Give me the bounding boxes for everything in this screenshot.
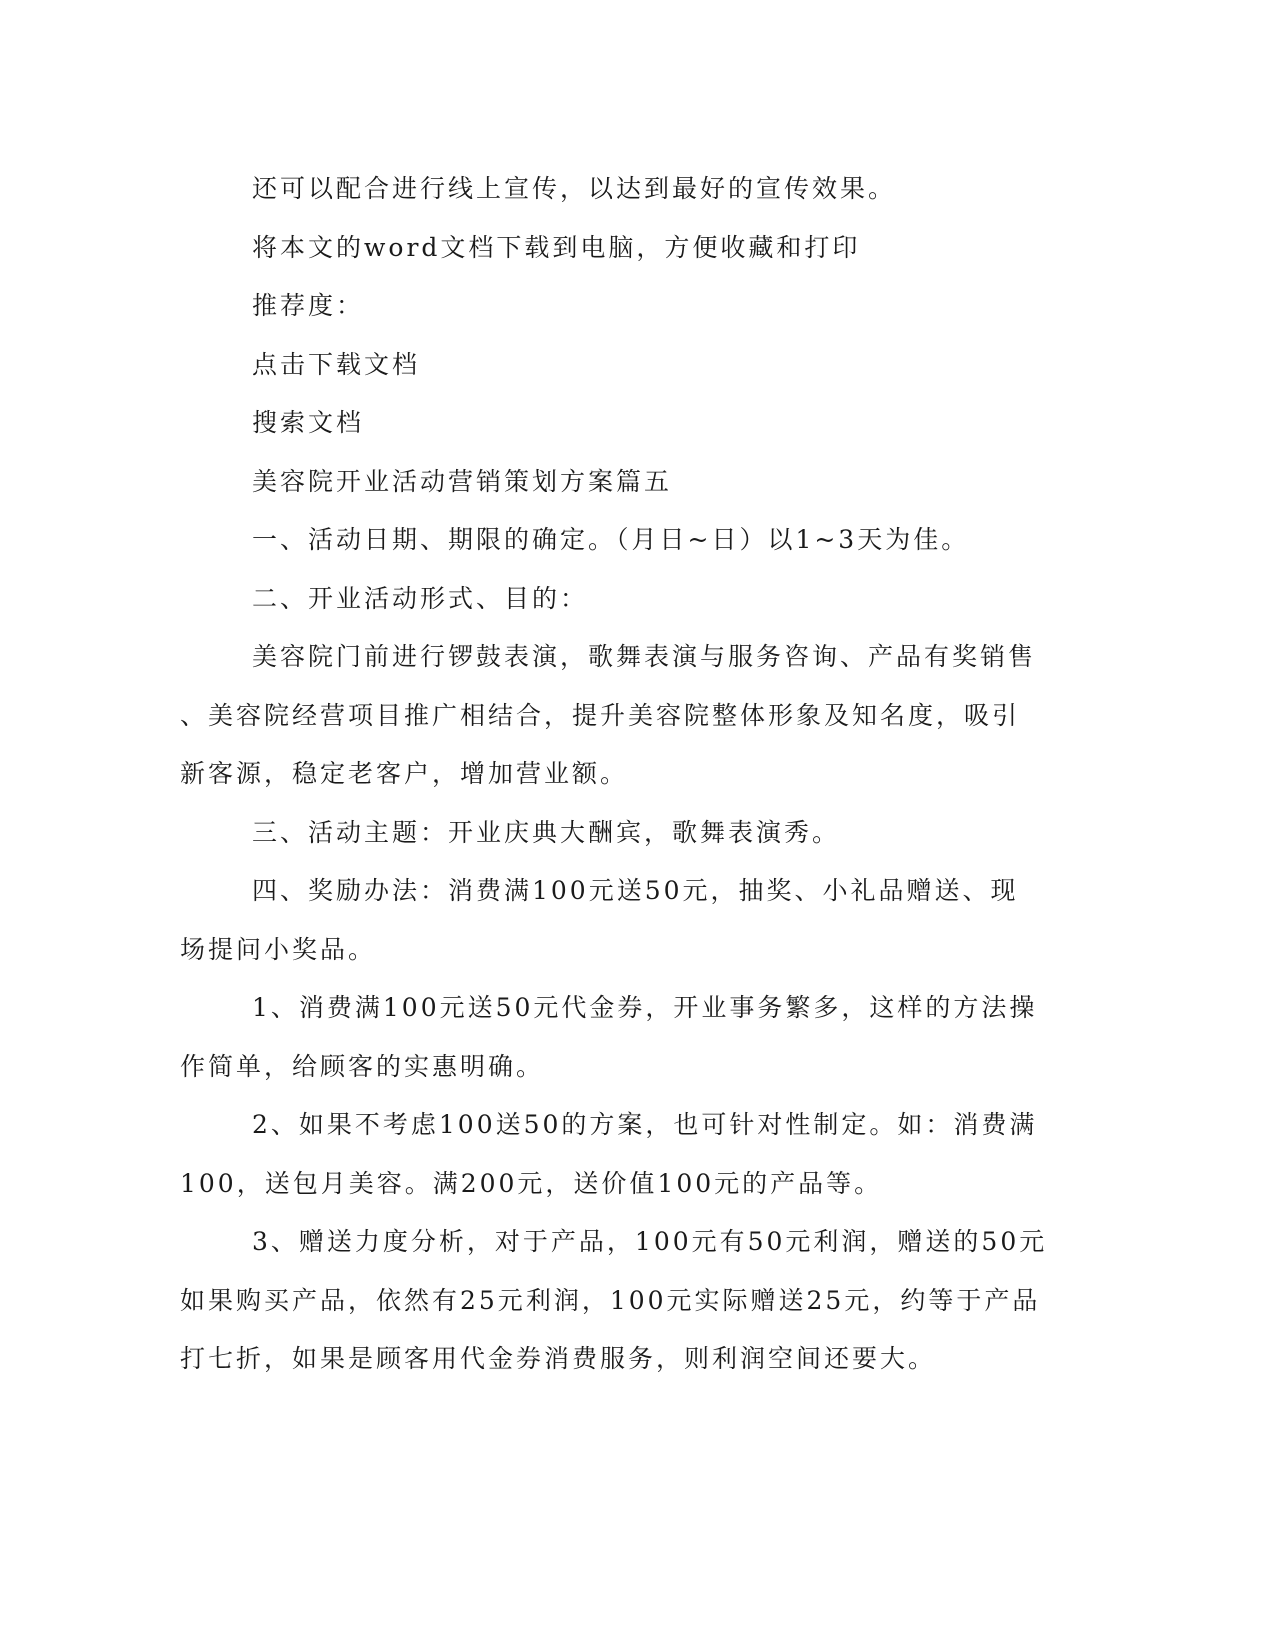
line-10: 、美容院经营项目推广相结合，提升美容院整体形象及知名度，吸引 xyxy=(180,700,1021,730)
line-17: 2、如果不考虑100送50的方案，也可针对性制定。如：消费满 xyxy=(252,1110,1038,1139)
line-4: 点击下载文档 xyxy=(252,349,421,379)
line-15: 1、消费满100元送50元代金券，开业事务繁多，这样的方法操 xyxy=(252,993,1038,1022)
line-9: 美容院门前进行锣鼓表演，歌舞表演与服务咨询、产品有奖销售 xyxy=(252,642,1037,671)
line-11: 新客源，稳定老客户，增加营业额。 xyxy=(180,759,629,788)
line-8: 二、开业活动形式、目的： xyxy=(252,583,589,613)
line-12: 三、活动主题：开业庆典大酬宾，歌舞表演秀。 xyxy=(252,817,841,847)
document-body xyxy=(180,160,1048,1389)
line-2: 将本文的word文档下载到电脑，方便收藏和打印 xyxy=(252,232,861,262)
line-1: 还可以配合进行线上宣传，以达到最好的宣传效果。 xyxy=(252,174,897,203)
line-20: 如果购买产品，依然有25元利润，100元实际赠送25元，约等于产品 xyxy=(180,1285,1041,1315)
section-heading: 美容院开业活动营销策划方案篇五 xyxy=(252,466,673,496)
line-5: 搜索文档 xyxy=(252,408,365,437)
line-13: 四、奖励办法：消费满100元送50元，抽奖、小礼品赠送、现 xyxy=(252,876,1019,905)
line-18: 100，送包月美容。满200元，送价值100元的产品等。 xyxy=(180,1168,883,1198)
line-14: 场提问小奖品。 xyxy=(180,934,377,964)
line-19: 3、赠送力度分析，对于产品，100元有50元利润，赠送的50元 xyxy=(252,1227,1048,1256)
line-16: 作简单，给顾客的实惠明确。 xyxy=(180,1051,545,1081)
line-7: 一、活动日期、期限的确定。（月日~日）以1~3天为佳。 xyxy=(252,525,970,554)
line-3: 推荐度： xyxy=(252,291,365,320)
line-21: 打七折，如果是顾客用代金券消费服务，则利润空间还要大。 xyxy=(180,1344,937,1373)
